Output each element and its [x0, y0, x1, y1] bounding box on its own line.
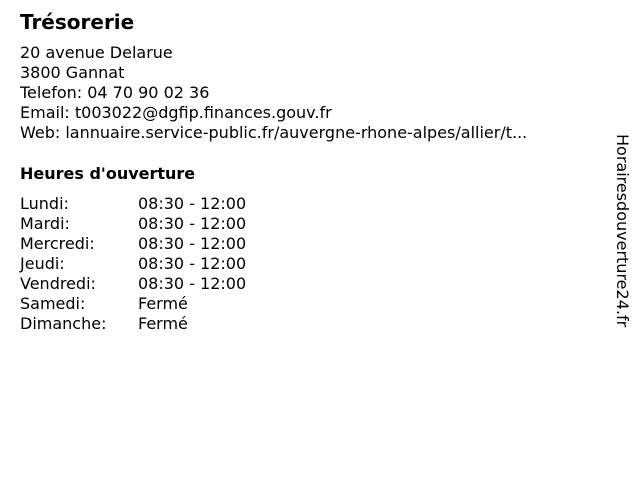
- day-label: Samedi:: [20, 294, 86, 313]
- day-label: Mardi:: [20, 214, 70, 233]
- address-city: 3800 Gannat: [20, 63, 125, 82]
- day-hours: 08:30 - 12:00: [138, 254, 247, 273]
- hours-row-tuesday: [20, 214, 246, 234]
- address-street: 20 avenue Delarue: [20, 43, 173, 62]
- phone-line: Telefon: 04 70 90 02 36: [20, 83, 210, 102]
- hours-row-monday: [20, 194, 246, 214]
- day-label: Jeudi:: [20, 254, 65, 273]
- day-label: Lundi:: [20, 194, 69, 213]
- hours-row-sunday: [20, 314, 246, 334]
- day-label: Dimanche:: [20, 314, 107, 333]
- office-contact-block: [20, 43, 590, 143]
- email-line: Email: t003022@dgfip.finances.gouv.fr: [20, 103, 332, 122]
- day-hours: Fermé: [138, 294, 188, 313]
- day-hours: 08:30 - 12:00: [138, 194, 247, 213]
- opening-hours-heading: Heures d'ouverture: [20, 164, 196, 183]
- day-hours: 08:30 - 12:00: [138, 274, 247, 293]
- site-brand-vertical: Horairesdouverture24.fr: [613, 134, 632, 328]
- hours-row-friday: [20, 274, 246, 294]
- day-hours: 08:30 - 12:00: [138, 234, 247, 253]
- day-hours: Fermé: [138, 314, 188, 333]
- day-label: Mercredi:: [20, 234, 95, 253]
- web-line: Web: lannuaire.service-public.fr/auvergne-rhone-alpes/allier/t...: [20, 123, 528, 142]
- office-title: Trésorerie: [20, 10, 135, 34]
- day-hours: 08:30 - 12:00: [138, 214, 247, 233]
- opening-hours-table: [20, 194, 246, 334]
- hours-row-saturday: [20, 294, 246, 314]
- hours-row-thursday: [20, 254, 246, 274]
- hours-row-wednesday: [20, 234, 246, 254]
- day-label: Vendredi:: [20, 274, 96, 293]
